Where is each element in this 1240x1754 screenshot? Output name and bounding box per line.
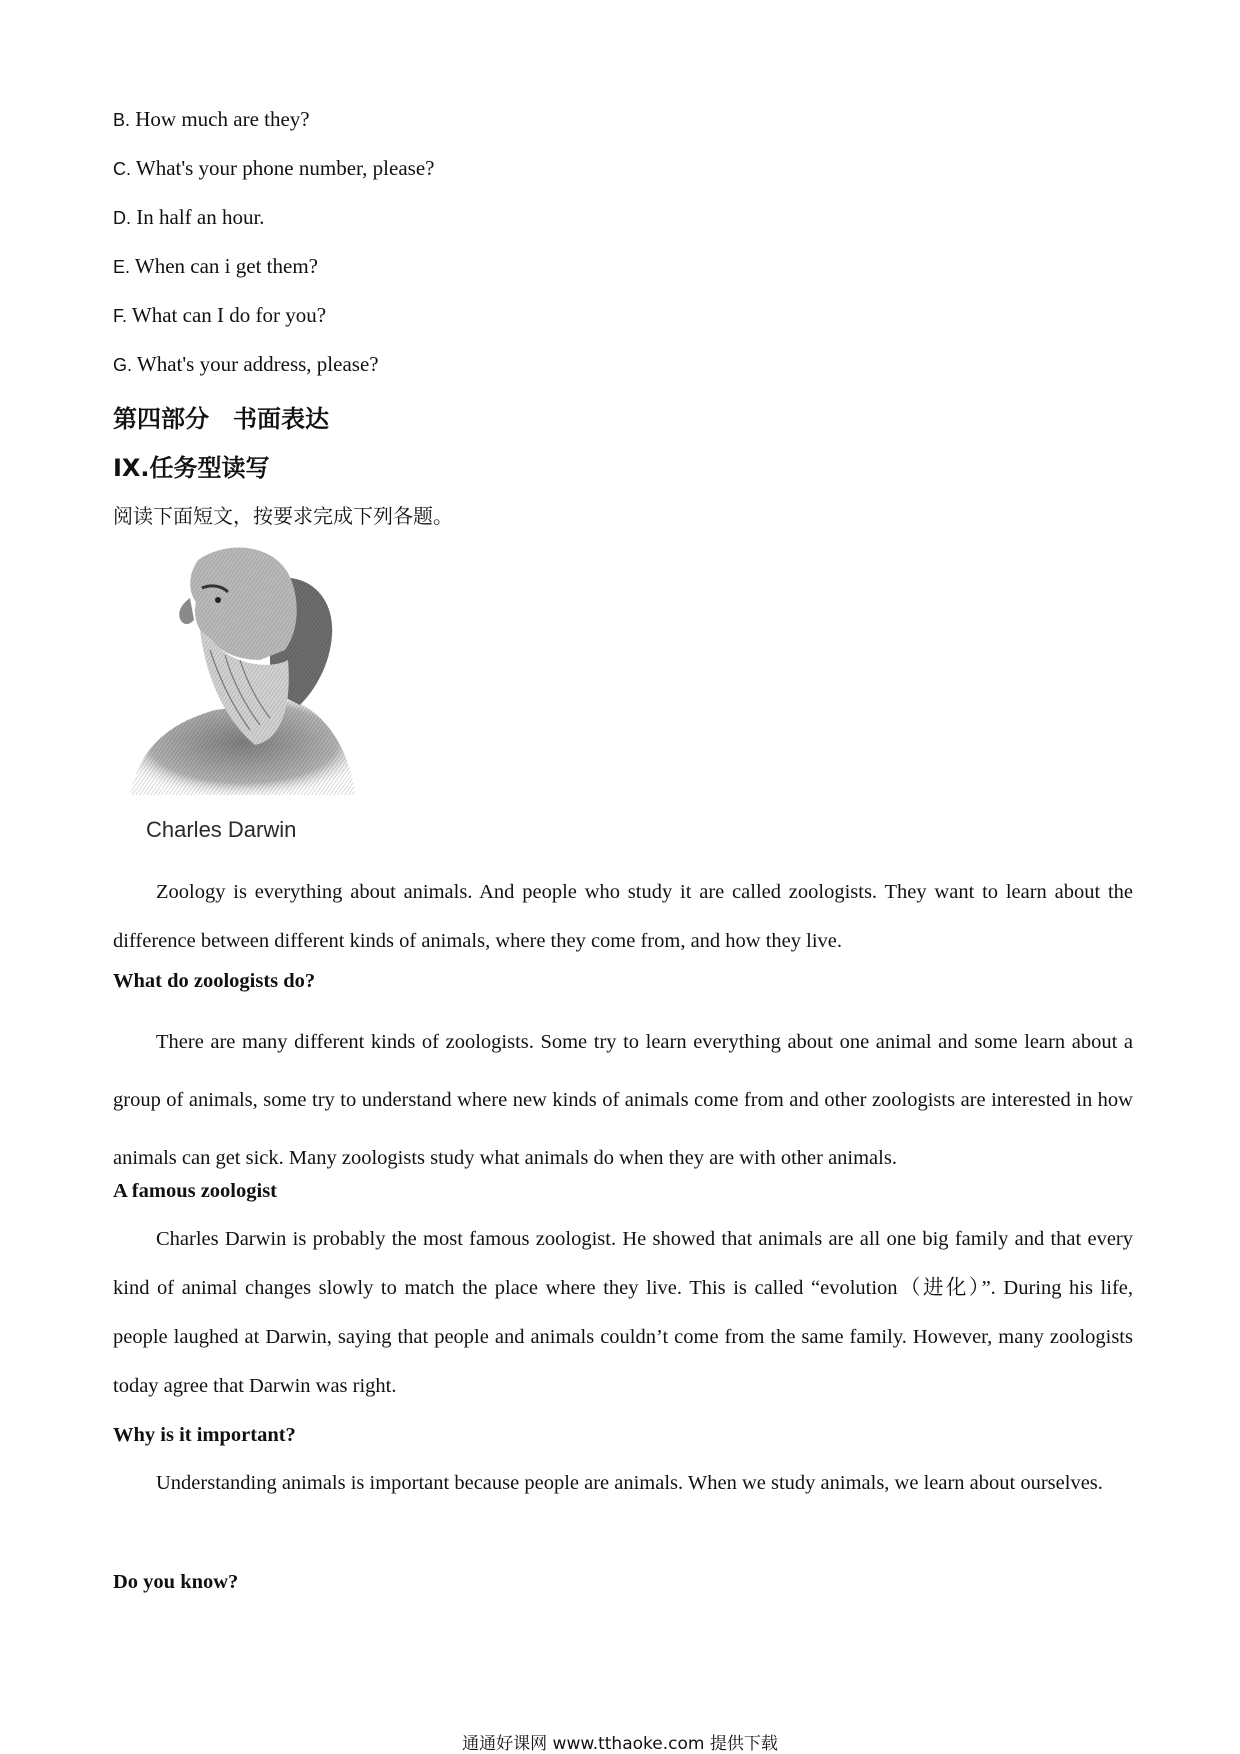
intro-paragraph: Zoology is everything about animals. And people who study it are called zoologists. They want to learn about the difference between different kinds of animals, where they come from, and how they live. bbox=[113, 881, 1133, 952]
section-heading: IX.任务型读写 bbox=[113, 454, 270, 482]
image-caption: Charles Darwin bbox=[146, 817, 297, 842]
paragraph-famous-zoologist: Charles Darwin is probably the most famous zoologist. He showed that animals are all one big family and that every kind of animal changes slowly to match the place where they live. This is called “evolution（进化）”. During his life, people laughed at Darwin, saying that people and animals couldn’t come from the same family. However, many zoologists today agree that Darwin was right. bbox=[113, 1228, 1133, 1397]
subheading-what-zoologists-do: What do zoologists do? bbox=[113, 970, 316, 992]
paragraph-why-important: Understanding animals is important because people are animals. When we study animals, we learn about ourselves. bbox=[156, 1472, 1103, 1494]
option-b: B. How much are they? bbox=[113, 107, 310, 131]
paragraph-what-zoologists-do: There are many different kinds of zoologists. Some try to learn everything about one animal and some learn about a group of animals, some try to understand where new kinds of animals come from and other zoologists are interested in how animals can get sick. Many zoologists study what animals do when they are with other animals. bbox=[113, 1031, 1133, 1169]
option-d: D. In half an hour. bbox=[113, 205, 265, 229]
option-f: F. What can I do for you? bbox=[113, 303, 327, 327]
page-footer: 通通好课网 www.tthaoke.com 提供下载 bbox=[462, 1734, 778, 1754]
part-heading: 第四部分 书面表达 bbox=[113, 405, 329, 433]
subheading-why-important: Why is it important? bbox=[113, 1424, 296, 1446]
subheading-famous-zoologist: A famous zoologist bbox=[113, 1180, 277, 1202]
option-g: G. What's your address, please? bbox=[113, 352, 379, 376]
darwin-portrait-image bbox=[120, 540, 360, 800]
option-e: E. When can i get them? bbox=[113, 254, 318, 278]
subheading-do-you-know: Do you know? bbox=[113, 1571, 239, 1593]
instruction-text: 阅读下面短文，按要求完成下列各题。 bbox=[113, 504, 453, 528]
option-c: C. What's your phone number, please? bbox=[113, 156, 435, 180]
